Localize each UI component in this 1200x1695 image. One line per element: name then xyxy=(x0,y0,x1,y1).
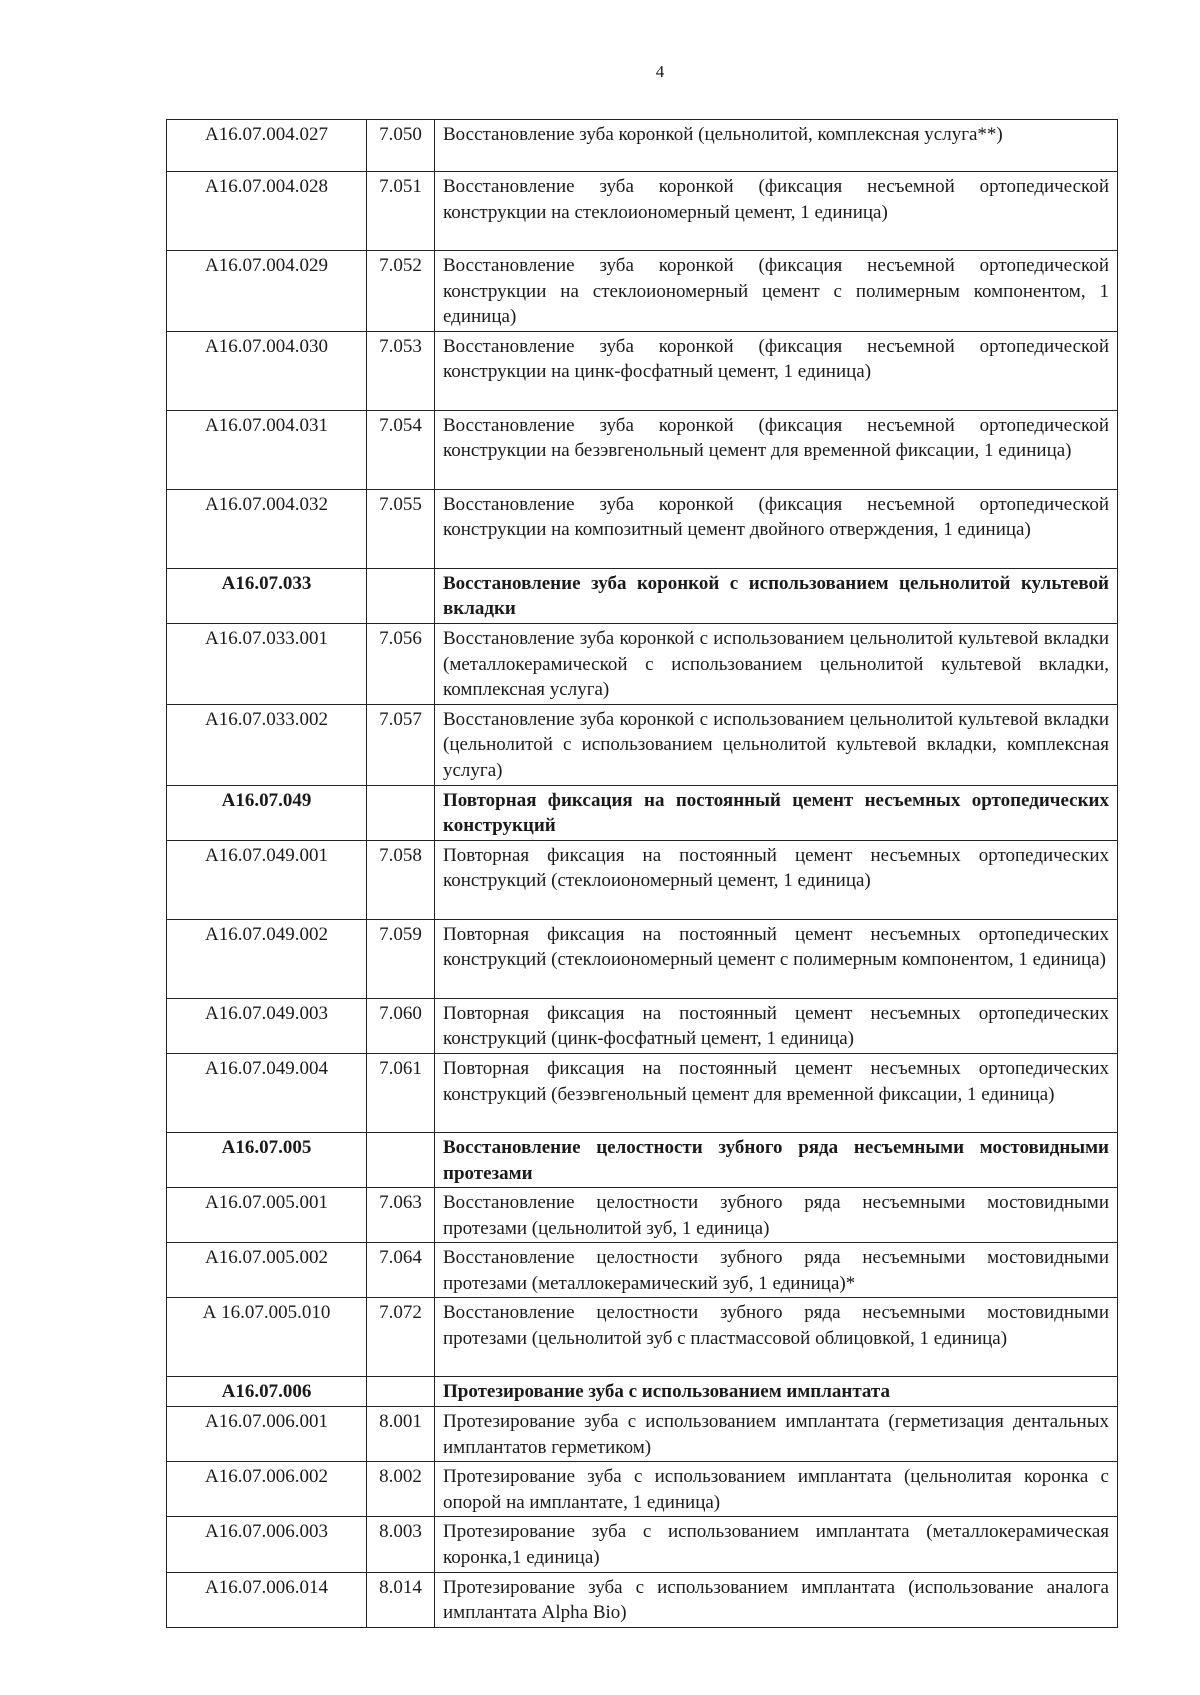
service-code: А16.07.049.002 xyxy=(167,919,367,998)
group-number xyxy=(367,568,435,623)
service-number: 7.052 xyxy=(367,251,435,332)
service-number: 7.058 xyxy=(367,840,435,919)
service-number: 7.057 xyxy=(367,704,435,785)
service-code: А16.07.004.030 xyxy=(167,331,367,410)
group-row xyxy=(167,568,1118,623)
table-body xyxy=(167,120,1118,1628)
group-title: Восстановление зуба коронкой с использованием цельнолитой культевой вкладки xyxy=(435,568,1118,623)
table-row xyxy=(167,1053,1118,1132)
service-number: 8.003 xyxy=(367,1517,435,1572)
table-row xyxy=(167,1462,1118,1517)
service-code: А16.07.005.001 xyxy=(167,1188,367,1243)
table-row xyxy=(167,1407,1118,1462)
service-number: 7.061 xyxy=(367,1053,435,1132)
service-code: А16.07.004.031 xyxy=(167,410,367,489)
group-code: А16.07.005 xyxy=(167,1132,367,1187)
service-code: А16.07.033.002 xyxy=(167,704,367,785)
service-code: А16.07.004.032 xyxy=(167,489,367,568)
service-number: 7.060 xyxy=(367,998,435,1053)
group-number xyxy=(367,1377,435,1407)
service-name: Восстановление целостности зубного ряда несъемными мостовидными протезами (цельнолитой зуб с пластмассовой облицовкой, 1 единица) xyxy=(435,1298,1118,1377)
service-name: Протезирование зуба с использованием имплантата (металлокерамическая коронка,1 единица) xyxy=(435,1517,1118,1572)
group-code: А16.07.049 xyxy=(167,785,367,840)
table-row xyxy=(167,919,1118,998)
service-name: Восстановление зуба коронкой (фиксация несъемной ортопедической конструкции на цинк-фосфатный цемент, 1 единица) xyxy=(435,331,1118,410)
table-row xyxy=(167,120,1118,172)
group-title: Восстановление целостности зубного ряда несъемными мостовидными протезами xyxy=(435,1132,1118,1187)
service-name: Восстановление зуба коронкой (фиксация несъемной ортопедической конструкции на стеклоиономерный цемент с полимерным компонентом, 1 единица) xyxy=(435,251,1118,332)
table-row xyxy=(167,172,1118,251)
group-number xyxy=(367,1132,435,1187)
table-row xyxy=(167,1572,1118,1627)
service-name: Повторная фиксация на постоянный цемент несъемных ортопедических конструкций (стеклоиономерный цемент с полимерным компонентом, 1 единица) xyxy=(435,919,1118,998)
service-code: А16.07.049.003 xyxy=(167,998,367,1053)
page-number: 4 xyxy=(655,62,665,81)
service-code: А16.07.006.014 xyxy=(167,1572,367,1627)
service-number: 7.054 xyxy=(367,410,435,489)
service-name: Восстановление зуба коронкой (фиксация несъемной ортопедической конструкции на композитный цемент двойного отверждения, 1 единица) xyxy=(435,489,1118,568)
service-number: 8.002 xyxy=(367,1462,435,1517)
table-row xyxy=(167,410,1118,489)
table-row xyxy=(167,1188,1118,1243)
service-number: 7.050 xyxy=(367,120,435,172)
table-row xyxy=(167,840,1118,919)
service-name: Восстановление зуба коронкой с использованием цельнолитой культевой вкладки (металлокерамической с использованием цельнолитой культевой вкладки, комплексная услуга) xyxy=(435,623,1118,704)
service-number: 7.056 xyxy=(367,623,435,704)
group-number xyxy=(367,785,435,840)
group-row xyxy=(167,785,1118,840)
service-code: А 16.07.005.010 xyxy=(167,1298,367,1377)
table-row xyxy=(167,998,1118,1053)
table-row xyxy=(167,251,1118,332)
table-row xyxy=(167,489,1118,568)
service-name: Восстановление зуба коронкой (цельнолитой, комплексная услуга**) xyxy=(435,120,1118,172)
table-row xyxy=(167,1243,1118,1298)
group-title: Повторная фиксация на постоянный цемент несъемных ортопедических конструкций xyxy=(435,785,1118,840)
service-name: Протезирование зуба с использованием имплантата (использование аналога имплантата Alpha Bio) xyxy=(435,1572,1118,1627)
service-code: А16.07.004.027 xyxy=(167,120,367,172)
table-row xyxy=(167,623,1118,704)
service-name: Протезирование зуба с использованием имплантата (герметизация дентальных имплантатов герметиком) xyxy=(435,1407,1118,1462)
service-number: 8.001 xyxy=(367,1407,435,1462)
service-code: А16.07.006.001 xyxy=(167,1407,367,1462)
service-code: А16.07.049.004 xyxy=(167,1053,367,1132)
service-name: Восстановление зуба коронкой с использованием цельнолитой культевой вкладки (цельнолитой с использованием цельнолитой культевой вкладки, комплексная услуга) xyxy=(435,704,1118,785)
table-row xyxy=(167,331,1118,410)
service-number: 7.055 xyxy=(367,489,435,568)
service-code: А16.07.004.028 xyxy=(167,172,367,251)
service-code: А16.07.004.029 xyxy=(167,251,367,332)
services-table xyxy=(166,119,1118,1628)
table-row xyxy=(167,1517,1118,1572)
group-row xyxy=(167,1377,1118,1407)
service-name: Повторная фиксация на постоянный цемент несъемных ортопедических конструкций (цинк-фосфатный цемент, 1 единица) xyxy=(435,998,1118,1053)
service-name: Восстановление целостности зубного ряда несъемными мостовидными протезами (цельнолитой зуб, 1 единица) xyxy=(435,1188,1118,1243)
service-name: Повторная фиксация на постоянный цемент несъемных ортопедических конструкций (стеклоиономерный цемент, 1 единица) xyxy=(435,840,1118,919)
table-row xyxy=(167,704,1118,785)
group-code: А16.07.033 xyxy=(167,568,367,623)
service-name: Повторная фиксация на постоянный цемент несъемных ортопедических конструкций (безэвгенольный цемент для временной фиксации, 1 единица) xyxy=(435,1053,1118,1132)
service-code: А16.07.049.001 xyxy=(167,840,367,919)
service-name: Восстановление зуба коронкой (фиксация несъемной ортопедической конструкции на стеклоиономерный цемент, 1 единица) xyxy=(435,172,1118,251)
table-row xyxy=(167,1298,1118,1377)
service-number: 7.072 xyxy=(367,1298,435,1377)
service-code: А16.07.005.002 xyxy=(167,1243,367,1298)
service-name: Восстановление зуба коронкой (фиксация несъемной ортопедической конструкции на безэвгенольный цемент для временной фиксации, 1 единица) xyxy=(435,410,1118,489)
service-number: 7.059 xyxy=(367,919,435,998)
service-code: А16.07.006.003 xyxy=(167,1517,367,1572)
service-name: Протезирование зуба с использованием имплантата (цельнолитая коронка с опорой на имплантате, 1 единица) xyxy=(435,1462,1118,1517)
group-row xyxy=(167,1132,1118,1187)
service-number: 7.051 xyxy=(367,172,435,251)
service-code: А16.07.033.001 xyxy=(167,623,367,704)
service-number: 7.063 xyxy=(367,1188,435,1243)
group-title: Протезирование зуба с использованием имплантата xyxy=(435,1377,1118,1407)
service-code: А16.07.006.002 xyxy=(167,1462,367,1517)
service-number: 7.053 xyxy=(367,331,435,410)
service-number: 7.064 xyxy=(367,1243,435,1298)
group-code: А16.07.006 xyxy=(167,1377,367,1407)
service-name: Восстановление целостности зубного ряда несъемными мостовидными протезами (металлокерамический зуб, 1 единица)* xyxy=(435,1243,1118,1298)
service-number: 8.014 xyxy=(367,1572,435,1627)
